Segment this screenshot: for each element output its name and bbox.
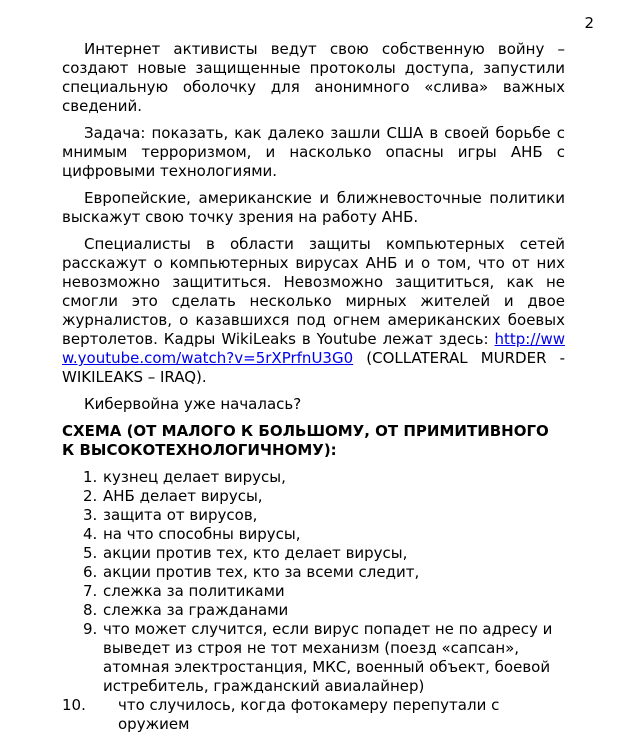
list-item [62,696,565,734]
list-item [62,506,565,525]
list-item-text: на что способны вирусы, [103,525,301,543]
list-item-number: 6. [83,563,98,581]
list-item-text: акции против тех, кто делает вирусы, [103,544,408,562]
schema-heading: СХЕМА (ОТ МАЛОГО К БОЛЬШОМУ, ОТ ПРИМИТИВНОГО К ВЫСОКОТЕХНОЛОГИЧНОМУ): [62,422,549,459]
list-item-text: акции против тех, кто за всеми следит, [103,563,420,581]
list-item-number: 10. [62,696,86,714]
list-item-text: АНБ делает вирусы, [103,487,263,505]
list-item-number: 5. [83,544,98,562]
paragraph-cyberwar-question: Кибервойна уже началась? [84,395,302,413]
page-number: 2 [584,14,594,32]
paragraph-internet-activists: Интернет активисты ведут свою собственную войну – создают новые защищенные протоколы доступа, запустили специальную оболочку для анонимного «слива» важных сведений. [62,40,565,115]
list-item [62,601,565,620]
collateral-murder-caption: (COLLATERAL MURDER - WIKILEAKS – IRAQ). [62,349,565,386]
list-item-number: 9. [83,620,98,638]
list-item-number: 2. [83,487,98,505]
document-body [62,40,565,734]
list-item [62,468,565,487]
paragraph-specialists [62,235,565,387]
list-item [62,487,565,506]
list-item-number: 7. [83,582,98,600]
list-item-number: 1. [83,468,98,486]
paragraph-politicians: Европейские, американские и ближневосточные политики выскажут свою точку зрения на работу АНБ. [62,189,565,226]
numbered-list [62,468,565,734]
paragraph-specialists-text: Специалисты в области защиты компьютерных сетей расскажут о компьютерных вирусах АНБ и о том, что от них невозможно защититься. Невозможно защититься, как не смогли это сделать несколько мирных жителей и двое журналистов, о казавшихся под огнем американских боевых вертолетов. Кадры WikiLeaks в Youtube лежат здесь: [62,235,565,348]
list-item-number: 8. [83,601,98,619]
list-item-number: 4. [83,525,98,543]
list-item [62,563,565,582]
list-item-text: слежка за политиками [103,582,285,600]
list-item-text: что случилось, когда фотокамеру перепутали с оружием [118,696,500,733]
list-item [62,620,565,696]
list-item [62,582,565,601]
list-item [62,544,565,563]
list-item-text: что может случится, если вирус попадет не по адресу и выведет из строя не тот механизм (поезд «сапсан», атомная электростанция, МКС, военный объект, боевой истребитель, гражданский авиалайнер) [103,620,553,695]
paragraph-task: Задача: показать, как далеко зашли США в своей борьбе с мнимым терроризмом, и насколько опасны игры АНБ с цифровыми технологиями. [62,124,565,180]
list-item [62,525,565,544]
list-item-text: слежка за гражданами [103,601,289,619]
list-item-text: кузнец делает вирусы, [103,468,286,486]
list-item-text: защита от вирусов, [103,506,258,524]
youtube-link[interactable]: http://www.youtube.com/watch?v=5rXPrfnU3G0 [62,330,565,367]
list-item-number: 3. [83,506,98,524]
